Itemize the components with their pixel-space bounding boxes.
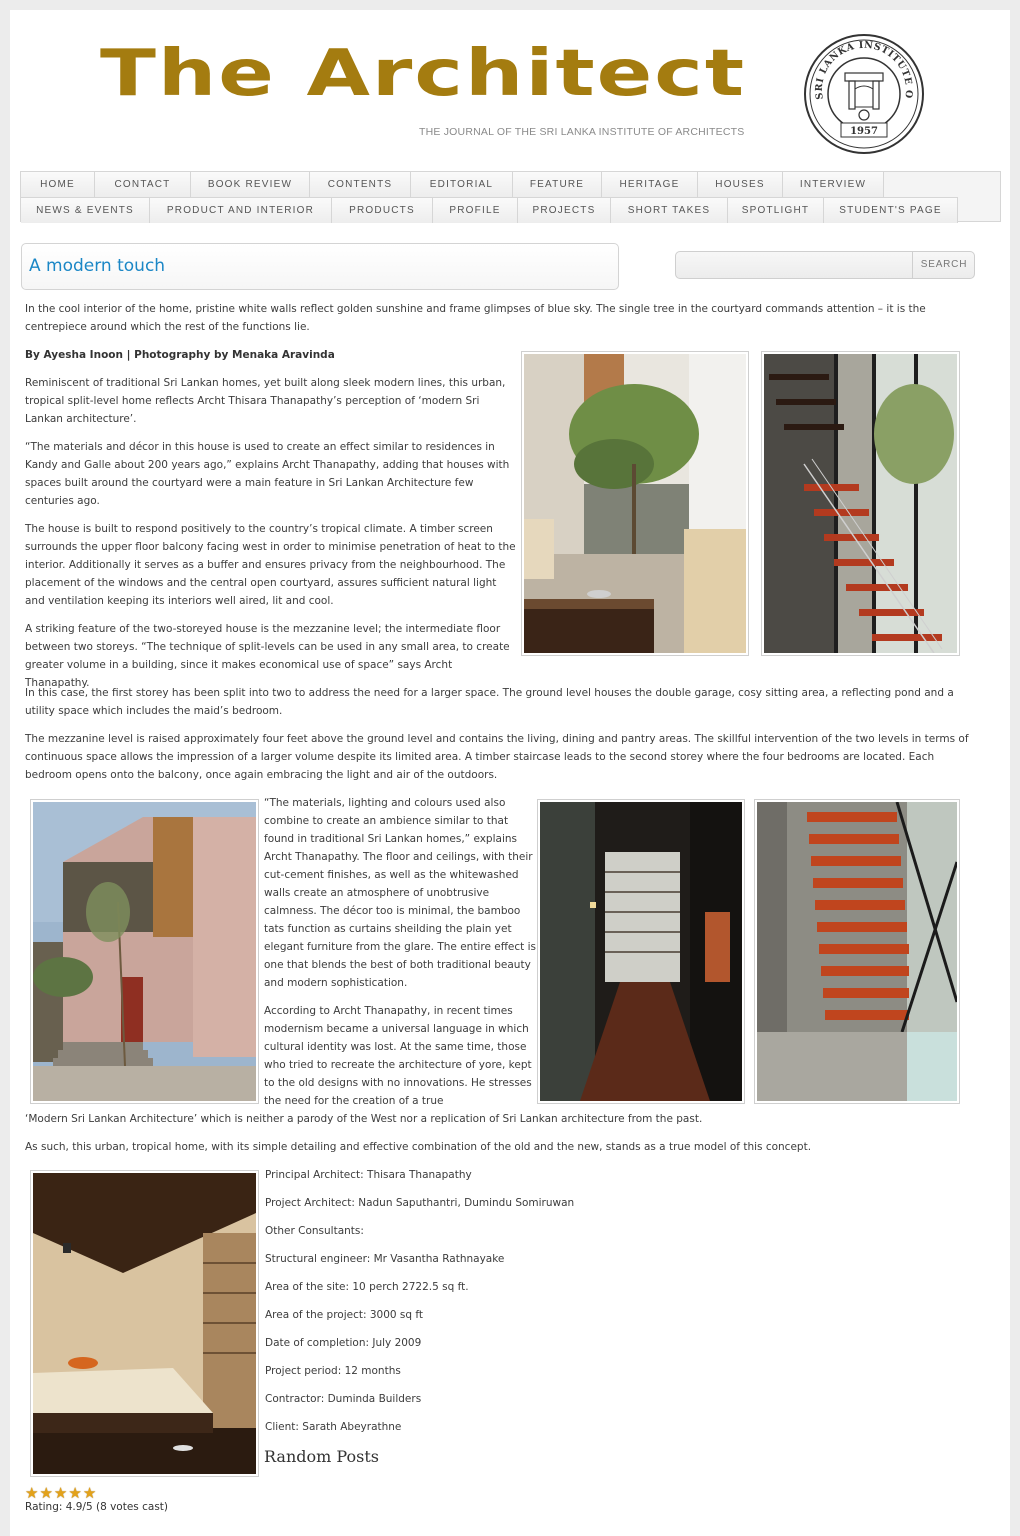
article-paragraph: The house is built to respond positively to the country’s tropical climate. A timber screen surrounds the upper floor balcony facing west in order to minimise penetration of heat to the interior. Additionally it serves as a buffer and ensures privacy from the neighbourhood. The placement of the windows and the central open courtyard, assures sufficient natural light and ventilation keeping its interiors well aired, lit and cool.	[25, 523, 516, 607]
article-paragraph: “The materials, lighting and colours used also combine to create an ambience similar to that found in traditional Sri Lankan homes,” explains Archt Thanapathy. The floor and ceilings, with their cut-cement finishes, as well as the whitewashed walls create an atmosphere of unobtrusive calmness. The décor too is minimal, the bamboo tats function as curtains sheilding the plain yet elegant furniture from the glare. The entire effect is one that blends the best of both traditional beauty and modern sophistication.	[264, 797, 537, 989]
page	[10, 10, 1010, 1536]
article-paragraph: “The materials and décor in this house is used to create an effect similar to residences in Kandy and Galle about 200 years ago,” explains Archt Thanapathy, adding that houses with spaces built around the courtyard were a main feature in Sri Lankan Architecture few centuries ago.	[25, 441, 510, 507]
nav-editorial[interactable]: EDITORIAL	[411, 172, 513, 197]
photo-red-staircase[interactable]	[754, 799, 960, 1104]
star-rating[interactable]	[25, 1486, 96, 1501]
rating-text: Rating: 4.9/5 (8 votes cast)	[25, 1501, 169, 1513]
article-byline: By Ayesha Inoon | Photography by Menaka Aravinda	[25, 349, 335, 361]
nav-students-page[interactable]: STUDENT'S PAGE	[824, 198, 958, 223]
nav-contact[interactable]: CONTACT	[95, 172, 191, 197]
article-paragraph: Reminiscent of traditional Sri Lankan homes, yet built along sleek modern lines, this urban, tropical split-level home reflects Archt Thisara Thanapathy’s perception of ‘modern Sri Lankan architecture’.	[25, 377, 506, 425]
article-paragraph: A striking feature of the two-storeyed house is the mezzanine level; the intermediate floor between two storeys. “The technique of split-levels can be used in any small area, to create greater volume in a building, since it makes economical use of space” says Archt Thanapathy.	[25, 623, 510, 689]
nav-row-secondary	[21, 197, 958, 222]
star-icon[interactable]: ★	[68, 1484, 82, 1502]
search-button[interactable]: SEARCH	[912, 252, 975, 278]
nav-book-review[interactable]: BOOK REVIEW	[191, 172, 310, 197]
article-paragraph: In this case, the first storey has been split into two to address the need for a larger space. The ground level houses the double garage, cosy sitting area, a reflecting pond and a utility space which includes the maid’s bedroom.	[25, 687, 954, 717]
search-form	[675, 251, 975, 279]
star-icon[interactable]: ★	[82, 1484, 97, 1502]
article-paragraph: ‘Modern Sri Lankan Architecture’ which is neither a parody of the West nor a replication of Sri Lankan architecture from the past.	[25, 1113, 703, 1125]
credit-line: Structural engineer: Mr Vasantha Rathnayake	[265, 1253, 505, 1265]
article-paragraph: The mezzanine level is raised approximately four feet above the ground level and contains the living, dining and pantry areas. The skillful intervention of the two levels in terms of continuous space allows the impression of a larger volume despite its limited area. A timber staircase leads to the second storey where the four bedrooms are located. Each bedroom opens onto the balcony, once again embracing the light and air of the outdoors.	[25, 733, 969, 781]
nav-news-events[interactable]: NEWS & EVENTS	[21, 198, 150, 223]
nav-feature[interactable]: FEATURE	[513, 172, 602, 197]
institute-seal-icon	[803, 33, 925, 155]
page-title: A modern touch	[29, 256, 166, 276]
photo-courtyard-living[interactable]	[521, 351, 749, 656]
credit-line: Date of completion: July 2009	[265, 1337, 422, 1349]
site-subtitle: THE JOURNAL OF THE SRI LANKA INSTITUTE OF ARCHITECTS	[419, 126, 745, 138]
seal-text: SRI LANKA INSTITUTE O	[813, 39, 915, 101]
main-navigation	[20, 171, 1001, 222]
credit-line: Principal Architect: Thisara Thanapathy	[265, 1169, 472, 1181]
nav-interview[interactable]: INTERVIEW	[783, 172, 884, 197]
nav-home[interactable]: HOME	[21, 172, 95, 197]
seal-year: 1957	[850, 126, 878, 137]
nav-heritage[interactable]: HERITAGE	[602, 172, 698, 197]
site-logo-title[interactable]: The Architect	[100, 36, 747, 111]
credit-line: Contractor: Duminda Builders	[265, 1393, 422, 1405]
article-paragraph: As such, this urban, tropical home, with its simple detailing and effective combination of the old and the new, stands as a true model of this concept.	[25, 1141, 812, 1153]
search-input[interactable]	[678, 254, 912, 276]
credit-line: Area of the site: 10 perch 2722.5 sq ft.	[265, 1281, 469, 1293]
svg-text:SRI LANKA INSTITUTE OF ARCHITE	[803, 33, 914, 100]
nav-projects[interactable]: PROJECTS	[518, 198, 611, 223]
photo-dark-hallway[interactable]	[537, 799, 745, 1104]
photo-staircase-window[interactable]	[761, 351, 960, 656]
nav-products[interactable]: PRODUCTS	[332, 198, 433, 223]
star-icon[interactable]: ★	[25, 1484, 39, 1502]
credit-line: Project period: 12 months	[265, 1365, 401, 1377]
star-icon[interactable]: ★	[53, 1484, 68, 1502]
photo-bedroom[interactable]	[30, 1170, 259, 1477]
credit-line: Project Architect: Nadun Saputhantri, Dumindu Somiruwan	[265, 1197, 575, 1209]
credit-line: Client: Sarath Abeyrathne	[265, 1421, 402, 1433]
nav-spotlight[interactable]: SPOTLIGHT	[728, 198, 824, 223]
photo-house-exterior[interactable]	[30, 799, 259, 1104]
article-intro: In the cool interior of the home, pristine white walls reflect golden sunshine and frame glimpses of blue sky. The single tree in the courtyard commands attention – it is the centrepiece around which the rest of the functions lie.	[25, 303, 926, 333]
article-paragraph: According to Archt Thanapathy, in recent times modernism became a universal language in which cultural identity was lost. At the same time, those who tried to recreate the architecture of yore, kept to the old designs with no innovations. He stresses the need for the creation of a true	[264, 1005, 532, 1107]
star-icon[interactable]: ★	[39, 1484, 53, 1502]
nav-product-interior[interactable]: PRODUCT AND INTERIOR	[150, 198, 332, 223]
nav-contents[interactable]: CONTENTS	[310, 172, 411, 197]
random-posts-heading: Random Posts	[264, 1447, 379, 1466]
nav-profile[interactable]: PROFILE	[433, 198, 518, 223]
nav-houses[interactable]: HOUSES	[698, 172, 783, 197]
article-title-box	[21, 243, 619, 290]
credit-line: Other Consultants:	[265, 1225, 364, 1237]
nav-short-takes[interactable]: SHORT TAKES	[611, 198, 728, 223]
nav-row-primary	[21, 172, 884, 197]
credit-line: Area of the project: 3000 sq ft	[265, 1309, 424, 1321]
